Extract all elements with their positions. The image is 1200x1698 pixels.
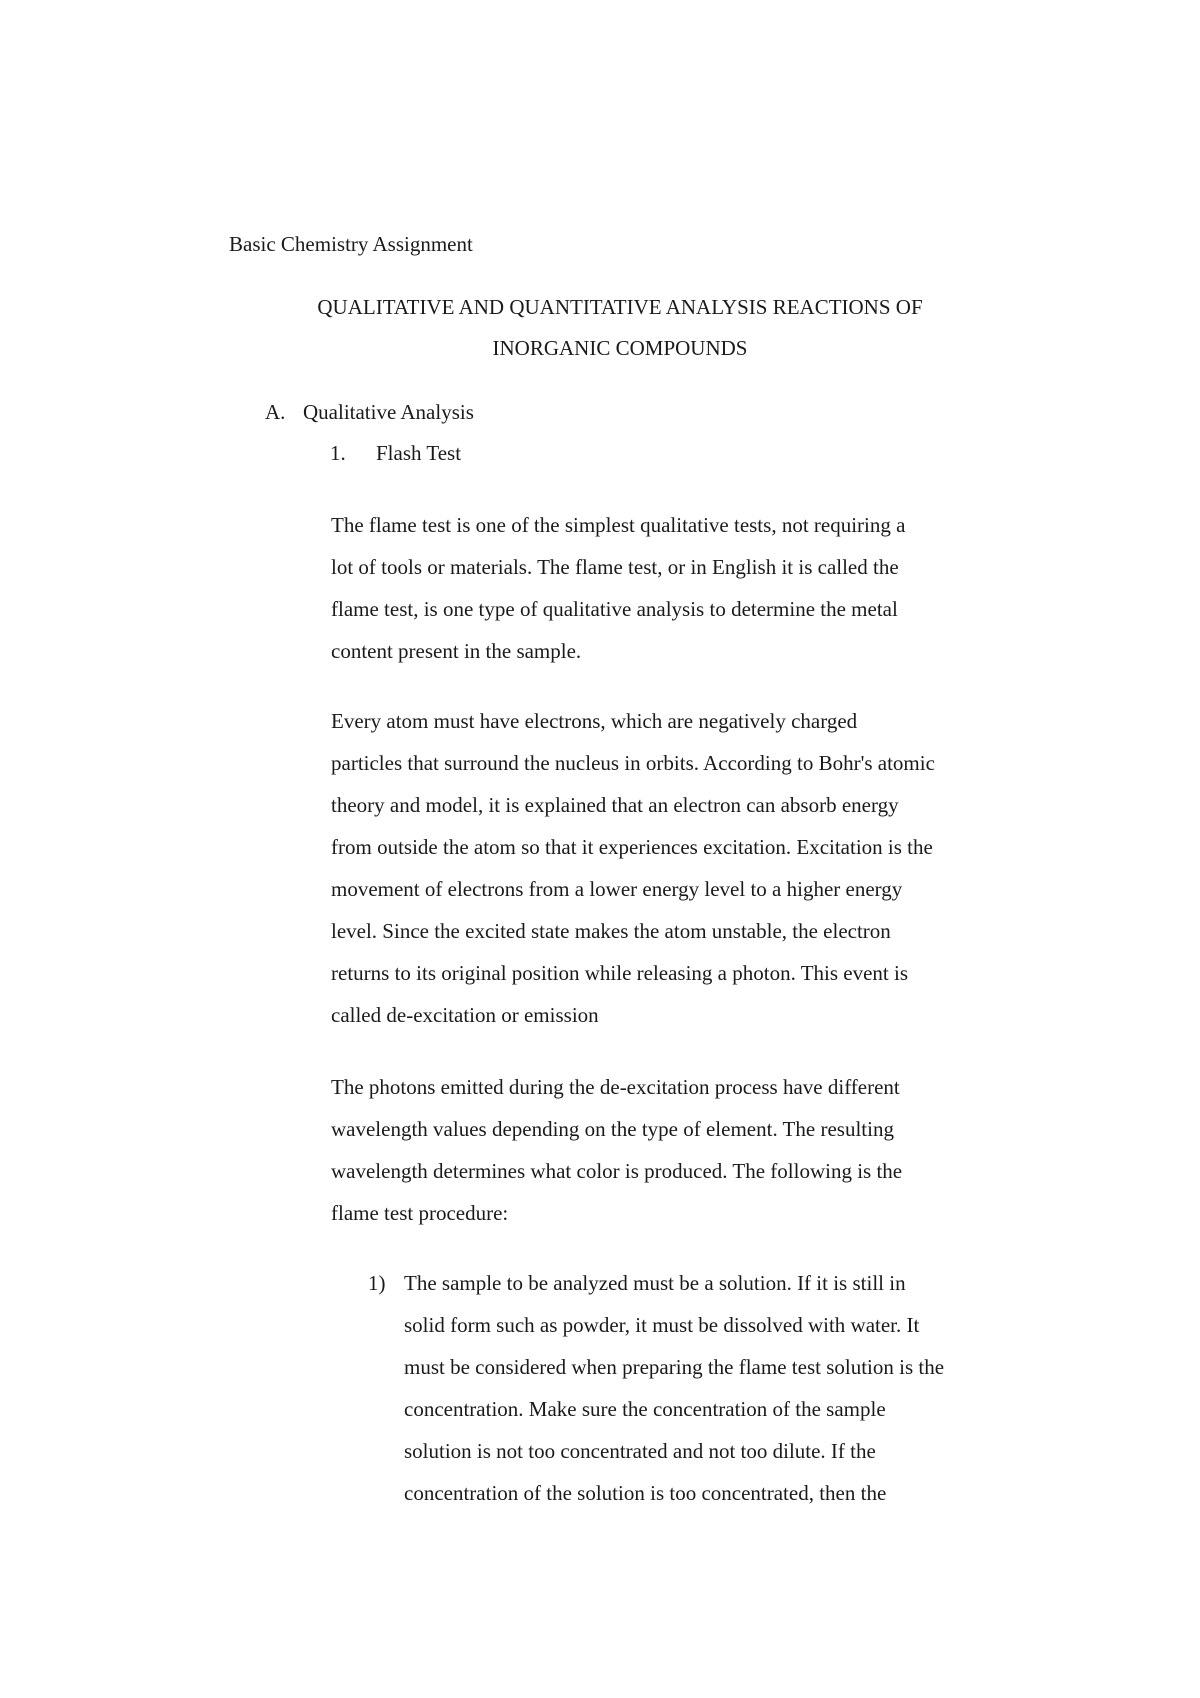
procedure-step-marker: 1) [368, 1271, 386, 1295]
paragraph-line: Every atom must have electrons, which are negatively charged [331, 709, 858, 733]
paragraph-line: flame test, is one type of qualitative analysis to determine the metal [331, 597, 898, 621]
procedure-step-line: solution is not too concentrated and not too dilute. If the [404, 1439, 876, 1463]
procedure-step-line: concentration. Make sure the concentration of the sample [404, 1397, 886, 1421]
paragraph-flame-test-intro [331, 504, 1051, 672]
document-title-line-1: QUALITATIVE AND QUANTITATIVE ANALYSIS REACTIONS OF [317, 295, 923, 319]
procedure-step-line: solid form such as powder, it must be dissolved with water. It [404, 1313, 920, 1337]
paragraph-line: The flame test is one of the simplest qualitative tests, not requiring a [331, 513, 906, 537]
course-label: Basic Chemistry Assignment [229, 232, 473, 256]
procedure-step-line: The sample to be analyzed must be a solution. If it is still in [404, 1271, 906, 1295]
section-heading [265, 397, 474, 427]
paragraph-photon-wavelength [331, 1066, 1051, 1234]
paragraph-line: movement of electrons from a lower energy level to a higher energy [331, 877, 903, 901]
paragraph-electron-excitation [331, 700, 1051, 1036]
subsection-heading [330, 438, 461, 468]
paragraph-line: flame test procedure: [331, 1201, 509, 1225]
paragraph-line: The photons emitted during the de-excitation process have different [331, 1075, 900, 1099]
paragraph-line: particles that surround the nucleus in orbits. According to Bohr's atomic [331, 751, 935, 775]
paragraph-line: wavelength values depending on the type of element. The resulting [331, 1117, 894, 1141]
paragraph-line: theory and model, it is explained that an electron can absorb energy [331, 793, 899, 817]
subsection-marker: 1. [330, 441, 346, 465]
paragraph-line: level. Since the excited state makes the atom unstable, the electron [331, 919, 891, 943]
document-title-line-2: INORGANIC COMPOUNDS [492, 336, 748, 360]
procedure-step-body [404, 1262, 1104, 1514]
paragraph-line: content present in the sample. [331, 639, 582, 663]
paragraph-line: called de-excitation or emission [331, 1003, 599, 1027]
paragraph-line: from outside the atom so that it experiences excitation. Excitation is the [331, 835, 933, 859]
section-heading-text: Qualitative Analysis [303, 400, 474, 424]
procedure-step-line: concentration of the solution is too concentrated, then the [404, 1481, 887, 1505]
section-marker: A. [265, 400, 286, 424]
subsection-heading-text: Flash Test [376, 441, 462, 465]
paragraph-line: lot of tools or materials. The flame test, or in English it is called the [331, 555, 899, 579]
paragraph-line: returns to its original position while releasing a photon. This event is [331, 961, 909, 985]
paragraph-line: wavelength determines what color is produced. The following is the [331, 1159, 903, 1183]
procedure-step-line: must be considered when preparing the flame test solution is the [404, 1355, 945, 1379]
